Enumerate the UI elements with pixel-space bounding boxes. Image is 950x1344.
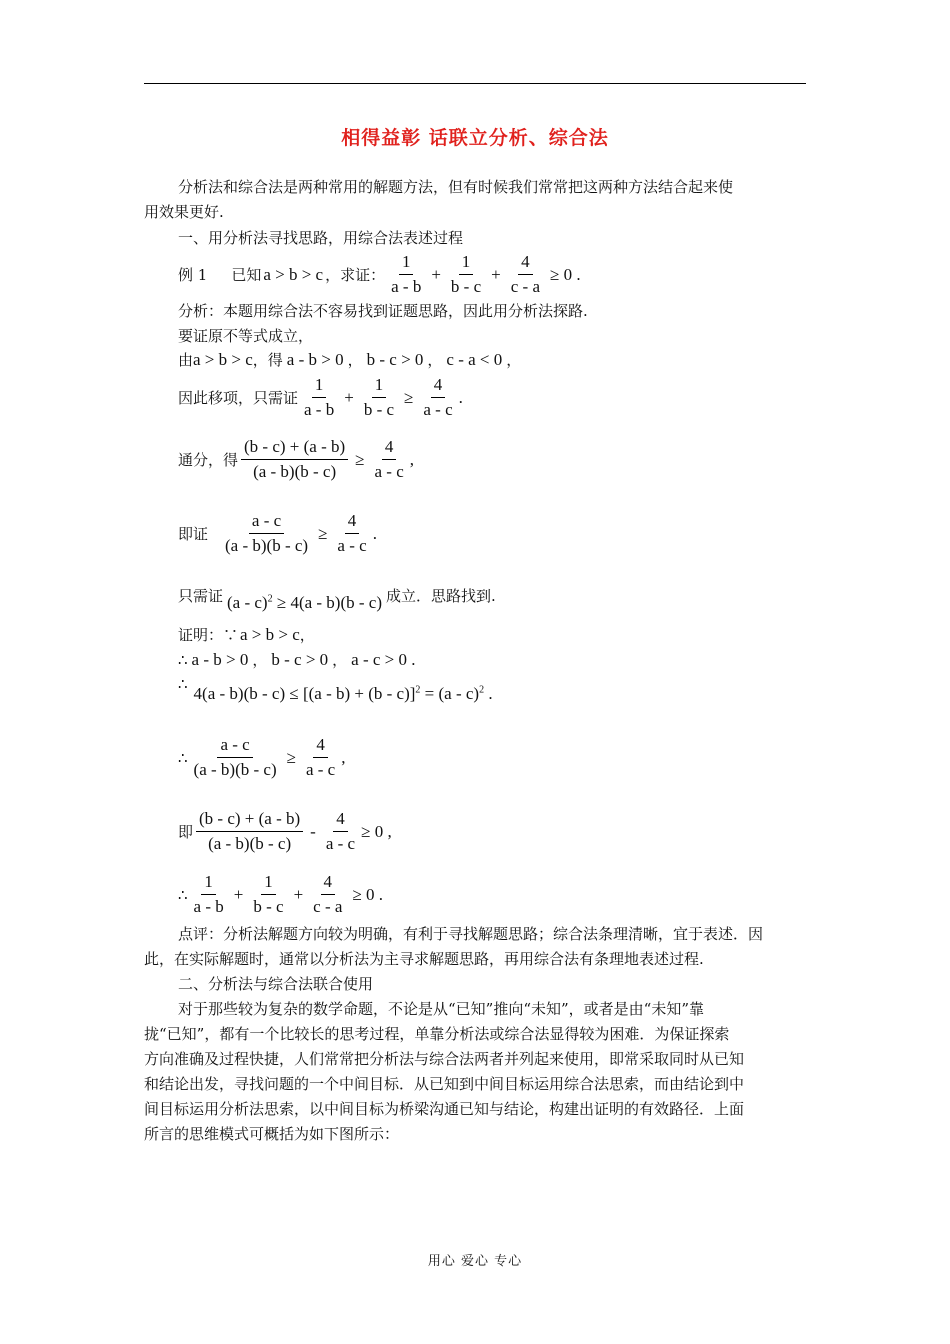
- condition: a > b > c: [263, 264, 324, 284]
- fraction: $\frac{4}{a - c}$: [325, 809, 356, 853]
- proof-combined: 即 $\frac{(b - c) + (a - b)}{(a - b)(b - c)}$ - $\frac{4}{a - c}$ ≥ 0 ,: [178, 809, 392, 853]
- fraction: $\frac{1}{b - c}$: [450, 252, 482, 296]
- fraction: $\frac{4}{c - a}$: [510, 252, 540, 296]
- move-label: 因此移项，只需证: [178, 389, 299, 407]
- page-footer: 用心 爱心 专心: [427, 1254, 523, 1269]
- fraction: $\frac{1}{a - b}$: [304, 375, 335, 419]
- example-1: 例 1 已知 a > b > c ，求证： $\frac{1}{a - b}$ + $\frac{1}{b - c}$ + $\frac{4}{c - a}$ ≥ 0 .: [178, 252, 581, 296]
- fraction: $\frac{1}{a - b}$: [193, 872, 224, 916]
- to-prove-text: 要证原不等式成立，: [178, 327, 314, 345]
- comment-line-1: 点评：分析法解题方向较为明确，有利于寻找解题思路；综合法条理清晰，宜于表述．因: [178, 925, 764, 943]
- header-rule: [144, 83, 806, 84]
- therefore-symbol: ∴: [178, 650, 188, 669]
- intro-line-1: 分析法和综合法是两种常用的解题方法，但有时候我们常常把这两种方法结合起来使: [178, 178, 734, 196]
- fraction: $\frac{1}{b - c}$: [363, 375, 395, 419]
- para2-line-3: 方向准确及过程快捷，人们常常把分析法与综合法两者并列起来使用，即常采取同时从已知: [144, 1050, 745, 1068]
- fraction: $\frac{(b - c) + (a - b)}{(a - b)(b - c)}$: [241, 437, 348, 482]
- fraction: $\frac{1}{a - b}$: [391, 252, 422, 296]
- only-prove-label: 只需证: [178, 586, 224, 605]
- differences-line: 由 a > b > c ，得 a - b > 0 ， b - c > 0 ， c - a < 0 ，: [178, 349, 522, 369]
- section-2-heading: 二、分析法与综合法联合使用: [178, 975, 374, 993]
- common-denominator-label: 通分，得: [178, 451, 239, 469]
- ji-label: 即: [178, 823, 194, 841]
- example-label: 例 1: [178, 266, 208, 284]
- para2-line-2: 拢“已知”，都有一个比较长的思考过程，单靠分析法或综合法显得较为困难．为保证探索: [144, 1025, 730, 1043]
- difference-2: b - c > 0: [366, 349, 424, 369]
- comment-line-2: 此，在实际解题时，通常以分析法为主寻求解题思路，再用综合法有条理地表述过程.: [144, 950, 704, 968]
- get-label: ，得: [252, 351, 283, 369]
- reduced-line: 即证 $\frac{a - c}{(a - b)(b - c)}$ ≥ $\frac{4}{a - c}$ .: [178, 511, 377, 555]
- fraction: $\frac{4}{c - a}$: [313, 872, 343, 916]
- therefore-symbol: ∴: [178, 885, 188, 904]
- analysis-text: 分析：本题用综合法不容易找到证题思路，因此用分析法探路.: [178, 302, 588, 320]
- fraction: $\frac{1}{b - c}$: [253, 872, 284, 916]
- i-e-label: 即证: [178, 525, 209, 543]
- para2-line-6: 所言的思维模式可概括为如下图所示：: [144, 1125, 400, 1143]
- proof-start: 证明：∵ a > b > c ，: [178, 624, 315, 644]
- proof-conclusion: ∴ $\frac{1}{a - b}$ + $\frac{1}{b - c}$ + $\frac{4}{c - a}$ ≥ 0 .: [178, 872, 384, 916]
- para2-line-1: 对于那些较为复杂的数学命题，不论是从“已知”推向“未知”，或者是由“未知”靠: [178, 1000, 705, 1018]
- fraction: $\frac{4}{a - c}$: [305, 735, 336, 779]
- section-1-heading: 一、用分析法寻找思路，用综合法表述过程: [178, 229, 464, 247]
- square-line: 只需证 (a - c)$^2$ ≥ 4(a - b)(b - c) 成立．思路找到.: [178, 586, 496, 612]
- fraction: $\frac{4}{a - c}$: [423, 375, 453, 419]
- fraction: $\frac{4}{a - c}$: [337, 511, 367, 555]
- proof-diffs: ∴ a - b > 0 ， b - c > 0 ， a - c > 0 .: [178, 649, 416, 669]
- from-label: 由: [178, 351, 194, 369]
- fraction: $\frac{a - c}{(a - b)(b - c)}$: [225, 511, 309, 555]
- fraction: $\frac{(b - c) + (a - b)}{(a - b)(b - c)}$: [196, 809, 303, 854]
- fraction: $\frac{4}{a - c}$: [374, 437, 404, 481]
- therefore-symbol: ∴: [178, 675, 188, 693]
- common-denominator-line: 通分，得 $\frac{(b - c) + (a - b)}{(a - b)(b - c)}$ ≥ $\frac{4}{a - c}$ ,: [178, 437, 415, 481]
- condition: a > b > c: [193, 349, 253, 369]
- proof-label: 证明：∵: [178, 626, 239, 644]
- proof-amgm: ∴ $4(a - b)(b - c) \le [(a - b) + (b - c)]^2 = (a - c)^2$ .: [178, 675, 493, 703]
- proof-reduced: ∴ $\frac{a - c}{(a - b)(b - c)}$ ≥ $\frac{4}{a - c}$ ,: [178, 735, 346, 779]
- intro-line-2: 用效果更好.: [144, 203, 224, 221]
- therefore-symbol: ∴: [178, 748, 188, 767]
- holds-label: 成立．思路找到.: [386, 586, 496, 605]
- fraction: $\frac{a - c}{(a - b)(b - c)}$: [193, 735, 277, 779]
- example-known: 已知: [231, 266, 262, 284]
- page-title: 相得益彰 话联立分析、综合法: [341, 127, 609, 149]
- relation: ≥ 0 .: [550, 264, 581, 284]
- example-prove: ，求证：: [325, 266, 386, 284]
- move-terms-line: 因此移项，只需证 $\frac{1}{a - b}$ + $\frac{1}{b - c}$ ≥ $\frac{4}{a - c}$ .: [178, 375, 463, 419]
- difference-3: c - a < 0: [446, 349, 503, 369]
- para2-line-5: 间目标运用分析法思索，以中间目标为桥梁沟通已知与结论，构建出证明的有效路径．上面: [144, 1100, 745, 1118]
- difference-1: a - b > 0: [286, 349, 344, 369]
- para2-line-4: 和结论出发，寻找问题的一个中间目标．从已知到中间目标运用综合法思索，而由结论到中: [144, 1075, 745, 1093]
